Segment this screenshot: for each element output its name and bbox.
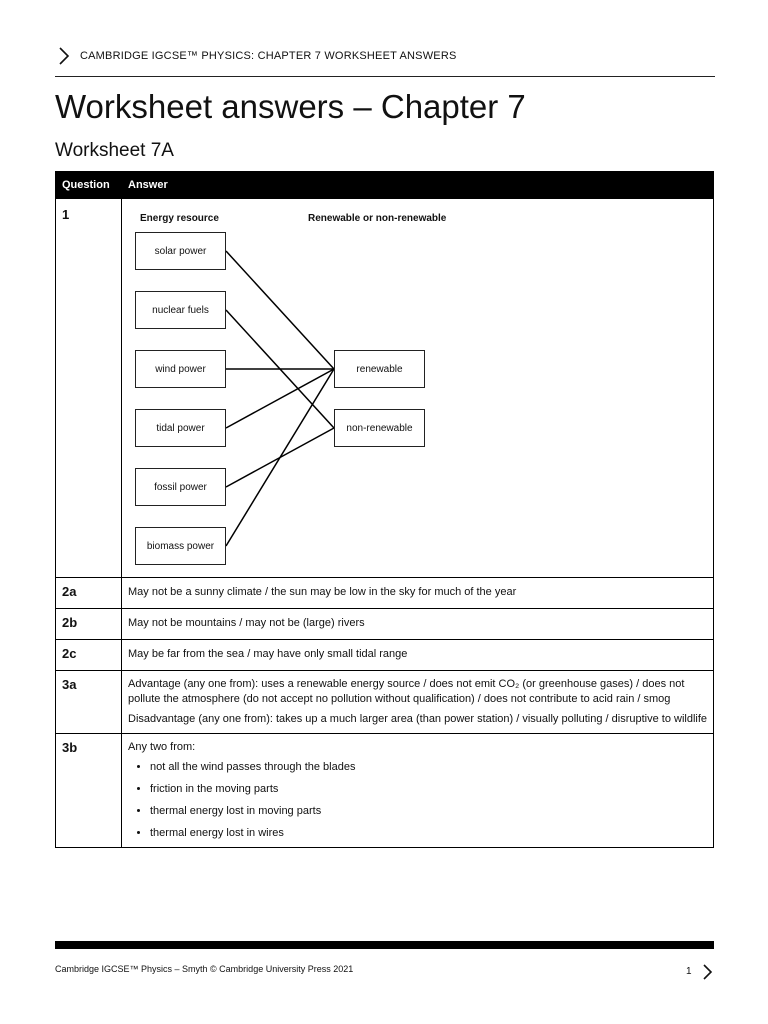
- header-text: CAMBRIDGE IGCSE™ PHYSICS: CHAPTER 7 WORKSHEET ANSWERS: [80, 50, 457, 62]
- question-column-header: Question: [56, 172, 122, 199]
- page-number: 1: [686, 966, 692, 977]
- category-box-renewable: renewable: [334, 350, 425, 388]
- table-row: [56, 199, 714, 578]
- answer-cell: May not be a sunny climate / the sun may be low in the sky for much of the year: [122, 578, 714, 609]
- answer-cell: [122, 734, 714, 848]
- page-title: Worksheet answers – Chapter 7: [55, 88, 526, 125]
- question-label: 2b: [56, 609, 122, 640]
- table-row: [56, 578, 714, 609]
- advantage-text: Advantage (any one from): uses a renewable energy source / does not emit CO₂ (or greenhouse gases) / does not pollute the atmosphere (do not accept no pollution without qualification) / does not contribute to acid rain / smog: [128, 678, 685, 705]
- resource-box-fossil: fossil power: [135, 468, 226, 506]
- resource-box-biomass: biomass power: [135, 527, 226, 565]
- match-line: [226, 369, 334, 428]
- list-item: • not all the wind passes through the blades: [150, 760, 707, 775]
- list-item: • friction in the moving parts: [150, 782, 707, 797]
- any-two-intro: Any two from:: [128, 741, 196, 753]
- question-label: 2a: [56, 578, 122, 609]
- resource-box-solar: solar power: [135, 232, 226, 270]
- match-line: [226, 369, 334, 546]
- disadvantage-text: Disadvantage (any one from): takes up a much larger area (than power station) / visually polluting / disruptive to wildlife: [128, 713, 708, 725]
- question-label: 3b: [56, 734, 122, 848]
- matching-diagram: [128, 205, 458, 571]
- answer-cell: [122, 671, 714, 734]
- answer-column-header: Answer: [122, 172, 714, 199]
- table-row: [56, 609, 714, 640]
- footer-copyright: Cambridge IGCSE™ Physics – Smyth © Cambridge University Press 2021: [55, 964, 354, 974]
- energy-resource-heading: Energy resource: [140, 213, 219, 224]
- question-label: 2c: [56, 640, 122, 671]
- renewable-heading: Renewable or non-renewable: [308, 213, 447, 224]
- bullet-list: [128, 760, 707, 841]
- table-row: [56, 671, 714, 734]
- question-label: 3a: [56, 671, 122, 734]
- table-header-row: [56, 172, 714, 199]
- page-header: [55, 44, 715, 77]
- resource-box-wind: wind power: [135, 350, 226, 388]
- list-item: • thermal energy lost in wires: [150, 826, 707, 841]
- match-line: [226, 251, 334, 369]
- resource-box-tidal: tidal power: [135, 409, 226, 447]
- answer-cell: May be far from the sea / may have only small tidal range: [122, 640, 714, 671]
- chevron-right-icon: [57, 46, 71, 66]
- category-box-non-renewable: non-renewable: [334, 409, 425, 447]
- list-item: • thermal energy lost in moving parts: [150, 804, 707, 819]
- answer-cell: [122, 199, 714, 578]
- table-row: [56, 734, 714, 848]
- chevron-right-icon: [701, 963, 713, 981]
- answers-table: [55, 171, 714, 848]
- table-row: [56, 640, 714, 671]
- worksheet-subtitle: Worksheet 7A: [55, 140, 174, 161]
- answer-cell: May not be mountains / may not be (large) rivers: [122, 609, 714, 640]
- question-label: 1: [56, 199, 122, 578]
- footer-divider: [55, 941, 714, 949]
- resource-box-nuclear: nuclear fuels: [135, 291, 226, 329]
